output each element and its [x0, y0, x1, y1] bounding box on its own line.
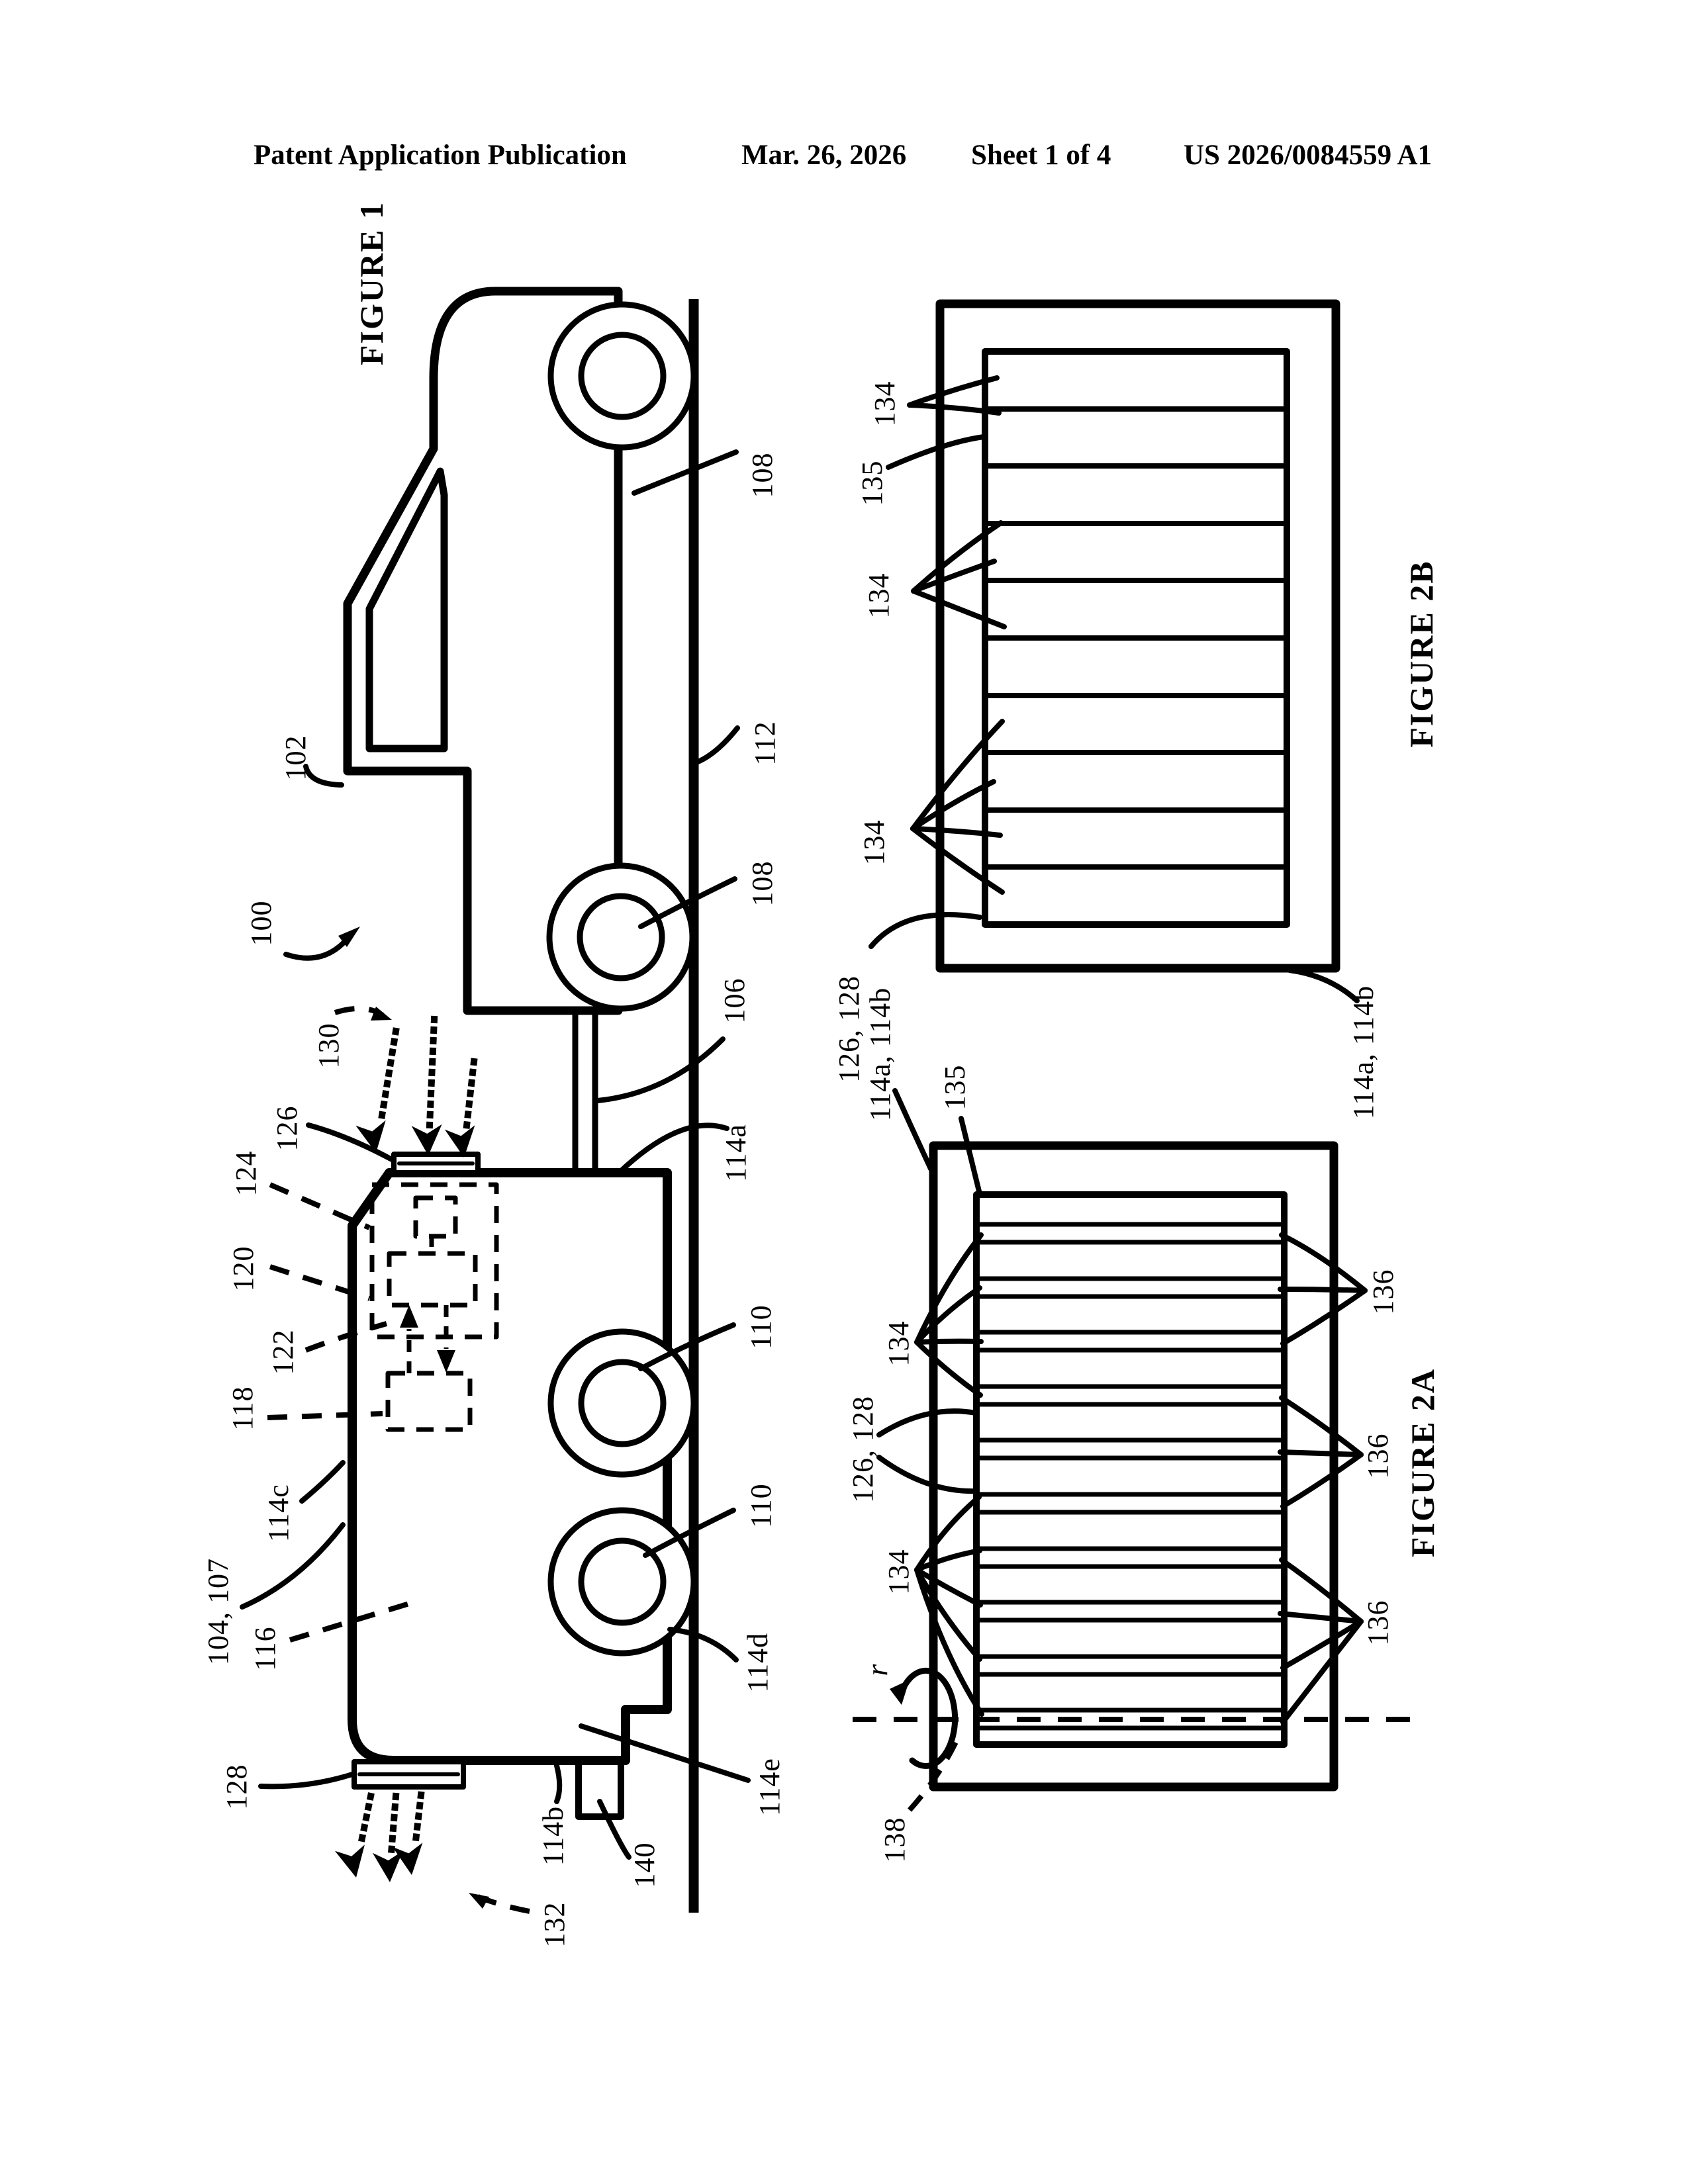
ref-label-114c: 114c — [262, 1484, 295, 1542]
ref-label-134-2: 134 — [863, 572, 895, 619]
ref-label-r: r — [860, 1663, 894, 1676]
ref-label-130: 130 — [312, 1023, 345, 1069]
leader-128 — [261, 1774, 352, 1786]
ref-label-100: 100 — [245, 900, 277, 946]
ref-label-106: 106 — [718, 978, 751, 1024]
wheel-truck-rear — [549, 866, 692, 1009]
ref-label-134: 134 — [868, 381, 901, 427]
leader-114c — [302, 1463, 343, 1501]
ref-label-114a-114b-2: 114a, 114b — [864, 987, 896, 1122]
ref-label-122: 122 — [267, 1329, 299, 1375]
header-publication-type: Patent Application Publication — [254, 140, 627, 171]
ref-label-114b: 114b — [537, 1805, 569, 1866]
ref-label-102: 102 — [279, 735, 312, 781]
leader-114d — [670, 1629, 736, 1660]
ref-label-108: 108 — [746, 452, 778, 498]
ref-label-104-107: 104, 107 — [202, 1558, 234, 1665]
ref-label-120: 120 — [227, 1246, 259, 1292]
leader-140 — [600, 1801, 629, 1857]
ref-label-114a-114b: 114a, 114b — [1347, 985, 1380, 1120]
ref-label-114e: 114e — [753, 1758, 786, 1816]
ref-label-126-128: 126, 128 — [833, 976, 865, 1083]
figure2b-group — [868, 304, 1357, 1001]
leader-108a — [634, 452, 736, 493]
intake-air-arrows-130 — [381, 1019, 474, 1132]
ref-label-110-2: 110 — [745, 1483, 777, 1528]
ref-label-138: 138 — [878, 1817, 911, 1863]
hitch — [575, 1011, 595, 1173]
exhaust-arrowheads — [335, 1843, 427, 1883]
ref-label-136-2: 136 — [1362, 1433, 1394, 1479]
header-sheet-number: Sheet 1 of 4 — [971, 140, 1111, 171]
ref-label-134-3: 134 — [858, 819, 890, 866]
header-date: Mar. 26, 2026 — [741, 140, 907, 171]
ref-label-136: 136 — [1367, 1269, 1399, 1315]
leader-112 — [696, 728, 737, 762]
ref-label-126: 126 — [271, 1105, 303, 1152]
tailpipe-140 — [579, 1760, 621, 1817]
ref-label-124: 124 — [230, 1150, 262, 1197]
ref-label-134-4: 134 — [882, 1320, 915, 1367]
ref-label-136-3: 136 — [1362, 1600, 1394, 1646]
ref-label-114d: 114d — [741, 1632, 774, 1693]
figure2a-group — [853, 1091, 1415, 1810]
figure-title-figure-1: FIGURE 1 — [353, 201, 390, 365]
ref-label-135: 135 — [856, 460, 888, 506]
ref-label-108-2: 108 — [746, 860, 778, 907]
ref-label-128: 128 — [220, 1764, 253, 1810]
wheel-truck-front — [551, 304, 694, 447]
fig2a-louver-slats — [976, 1224, 1284, 1728]
ref-label-140: 140 — [628, 1842, 661, 1888]
exhaust-air-arrows-132 — [360, 1795, 421, 1853]
vent-128 — [354, 1762, 463, 1787]
ref-label-118: 118 — [226, 1386, 259, 1431]
figure-title-figure-2b: FIGURE 2B — [1403, 560, 1440, 748]
ref-label-135-2: 135 — [939, 1064, 971, 1111]
ref-label-134-5: 134 — [882, 1549, 915, 1595]
leader-126-128-2b — [871, 915, 980, 946]
leader-135-2a — [961, 1118, 980, 1194]
figure1-group — [242, 291, 751, 1913]
ref-label-110: 110 — [745, 1304, 777, 1349]
figure-title-figure-2a: FIGURE 2A — [1404, 1367, 1441, 1558]
leader-114b — [556, 1763, 559, 1801]
rotation-arrowhead — [890, 1680, 910, 1705]
fig2b-slat-lines — [985, 409, 1287, 867]
ref-label-112: 112 — [749, 721, 781, 766]
arrowhead-132 — [469, 1893, 489, 1909]
header-publication-number: US 2026/0084559 A1 — [1184, 140, 1432, 171]
leader-106 — [598, 1039, 723, 1101]
ref-label-126-128-2: 126, 128 — [847, 1396, 879, 1503]
ref-label-114a: 114a — [720, 1124, 752, 1182]
leader-114a — [619, 1125, 727, 1173]
ref-label-132: 132 — [538, 1901, 571, 1948]
vent-126 — [394, 1154, 478, 1173]
ref-label-116: 116 — [249, 1626, 281, 1671]
leader-114ab-2a — [895, 1091, 931, 1169]
